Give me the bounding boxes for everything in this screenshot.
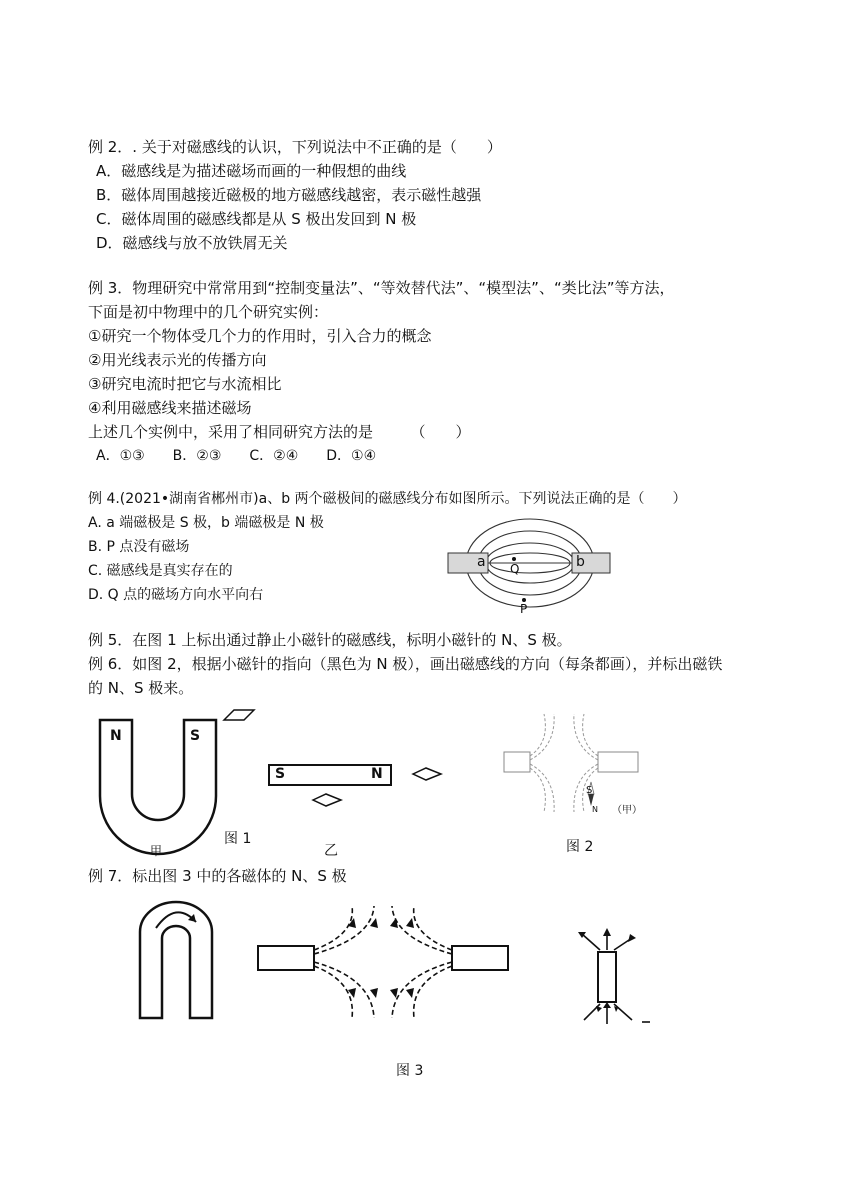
q7-stem: 例 7．标出图 3 中的各磁体的 N、S 极 bbox=[88, 867, 347, 885]
fig2-label-jia: （甲） bbox=[612, 805, 642, 816]
q5-stem: 例 5．在图 1 上标出通过静止小磁针的磁感线，标明小磁针的 N、S 极。 bbox=[88, 631, 572, 649]
q4-option-c: C. 磁感线是真实存在的 bbox=[88, 563, 233, 579]
q2-option-c: C．磁体周围的磁感线都是从 S 极出发回到 N 极 bbox=[96, 210, 417, 228]
q3-question: 上述几个实例中，采用了相同研究方法的是 （ ） bbox=[88, 423, 471, 441]
q3-item-2: ②用光线表示光的传播方向 bbox=[88, 351, 267, 369]
q2-option-a: A．磁感线是为描述磁场而画的一种假想的曲线 bbox=[96, 162, 407, 180]
q4-option-d: D. Q 点的磁场方向水平向右 bbox=[88, 587, 264, 603]
fig3-u-magnet bbox=[138, 900, 214, 1020]
fig2-caption: 图 2 bbox=[566, 839, 594, 855]
q3-stem-1: 例 3．物理研究中常常用到“控制变量法”、“等效替代法”、“模型法”、“类比法”等方法， bbox=[88, 279, 675, 297]
fig1-label-yi: 乙 bbox=[324, 843, 338, 859]
q2-option-d: D．磁感线与放不放铁屑无关 bbox=[96, 234, 288, 252]
q4-option-a: A. a 端磁极是 S 极，b 端磁极是 N 极 bbox=[88, 515, 324, 531]
q4-figure-label-b: b bbox=[576, 554, 585, 570]
fig1-caption: 图 1 bbox=[224, 831, 252, 847]
q4-figure-label-q: Q bbox=[510, 562, 520, 576]
fig1-needle-top bbox=[222, 708, 256, 722]
q4-figure-label-p: P bbox=[520, 602, 528, 616]
fig2-needle-label-s: S bbox=[586, 785, 593, 796]
q4-figure bbox=[448, 515, 610, 625]
q3-item-4: ④利用磁感线来描述磁场 bbox=[88, 399, 252, 417]
fig3-caption: 图 3 bbox=[396, 1063, 424, 1079]
fig1-u-label-n: N bbox=[110, 728, 122, 744]
fig2-needle-label-n: N bbox=[592, 805, 598, 814]
q6-stem-1: 例 6．如图 2，根据小磁针的指向（黑色为 N 极），画出磁感线的方向（每条都画），并标出磁铁 bbox=[88, 655, 723, 673]
fig1-needle-right bbox=[412, 767, 442, 781]
q4-stem: 例 4.(2021•湖南省郴州市)a、b 两个磁极间的磁感线分布如图所示。下列说法正确的是（ ） bbox=[88, 491, 687, 507]
q2-option-b: B．磁体周围越接近磁极的地方磁感线越密，表示磁性越强 bbox=[96, 186, 482, 204]
q3-item-3: ③研究电流时把它与水流相比 bbox=[88, 375, 282, 393]
q4-option-b: B. P 点没有磁场 bbox=[88, 539, 190, 555]
q4-figure-label-a: a bbox=[477, 554, 486, 570]
fig1-label-jia: 甲 bbox=[150, 844, 163, 858]
fig3-bar-magnets bbox=[256, 904, 510, 1020]
q3-options: A．①③ B．②③ C．②④ D．①④ bbox=[96, 448, 377, 464]
fig1-bar-label-s: S bbox=[275, 766, 286, 782]
q2-stem: 例 2．. 关于对磁感线的认识，下列说法中不正确的是（ ） bbox=[88, 138, 502, 156]
q6-stem-2: 的 N、S 极来。 bbox=[88, 679, 194, 697]
q3-stem-2: 下面是初中物理中的几个研究实例： bbox=[88, 303, 329, 321]
fig1-u-label-s: S bbox=[190, 728, 201, 744]
fig1-needle-bottom bbox=[312, 793, 342, 807]
fig3-short-magnet bbox=[570, 920, 656, 1032]
q3-item-1: ①研究一个物体受几个力的作用时，引入合力的概念 bbox=[88, 327, 432, 345]
fig1-bar-label-n: N bbox=[371, 766, 383, 782]
